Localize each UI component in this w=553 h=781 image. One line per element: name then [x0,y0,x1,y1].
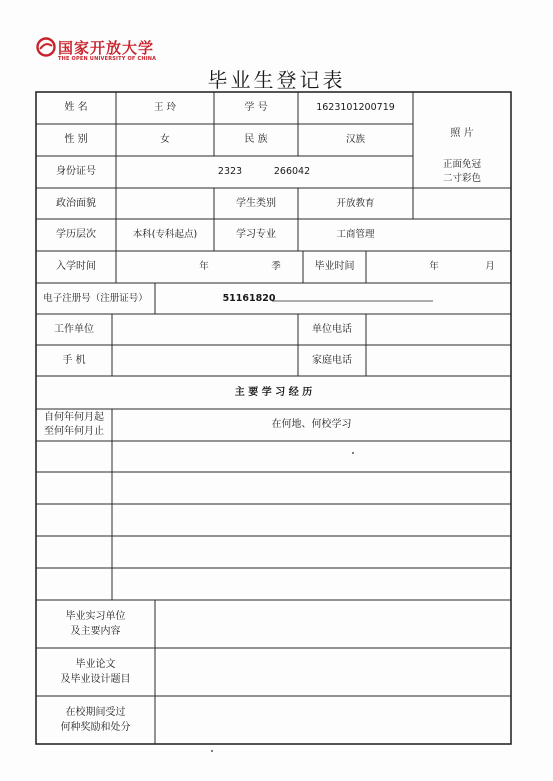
logo-name-cn: 国家开放大学 [58,39,155,57]
home-phone-label: 家庭电话 [312,354,352,366]
enroll-time-label: 入学时间 [56,261,96,272]
ethnicity-value[interactable]: 汉族 [345,134,365,145]
enroll-season-unit: 季 [271,261,281,272]
gender-label: 性 别 [64,134,88,145]
e-reg-label: 电子注册号（注册证号） [43,292,148,304]
awards-label-2: 何种奖励和处分 [60,722,131,733]
mobile-label: 手 机 [62,354,86,366]
student-id-label: 学 号 [244,102,268,113]
form-title: 毕业生登记表 [207,68,346,92]
name-value[interactable]: 王 玲 [153,102,177,113]
student-id-value[interactable]: 1623101200719 [316,102,395,113]
photo-note-1: 正面免冠 [442,159,481,170]
major-label: 学习专业 [236,229,276,240]
period-label-1: 自何年何月起 [44,412,104,423]
student-type-label: 学生类别 [236,197,276,209]
id-card-suffix[interactable]: 266042 [273,166,311,177]
scan-speck [352,452,354,454]
scan-speck [211,750,213,752]
photo-note-2: 二寸彩色 [442,173,481,184]
ethnicity-label: 民 族 [244,134,268,145]
internship-label-2: 及主要内容 [70,626,121,637]
unit-phone-label: 单位电话 [312,323,352,335]
study-history-heading: 主 要 学 习 经 历 [234,386,313,398]
thesis-label-1: 毕业论文 [75,659,116,670]
e-reg-value[interactable]: 51161820 [222,292,276,304]
education-level-label: 学历层次 [56,229,96,240]
photo-label: 照 片 [450,128,474,139]
education-level-value[interactable]: 本科(专科起点) [132,229,198,240]
id-card-label: 身份证号 [56,166,96,177]
awards-label-1: 在校期间受过 [65,707,126,718]
thesis-label-2: 及毕业设计题目 [60,674,131,685]
political-status-label: 政治面貌 [56,197,96,209]
graduate-time-label: 毕业时间 [314,261,355,272]
work-unit-label: 工作单位 [54,323,94,335]
id-card-prefix[interactable]: 2323 [217,166,243,177]
major-value[interactable]: 工商管理 [336,229,375,240]
gender-value[interactable]: 女 [160,134,170,145]
where-study-label: 在何地、何校学习 [271,419,352,430]
graduate-year-unit: 年 [429,261,439,272]
name-label: 姓 名 [64,102,88,113]
graduate-month-unit: 月 [485,261,495,272]
enroll-year-unit: 年 [199,261,209,272]
period-label-2: 至何年何月止 [44,426,104,437]
internship-label-1: 毕业实习单位 [65,611,126,622]
logo-name-en: THE OPEN UNIVERSITY OF CHINA [58,56,157,62]
student-type-value[interactable]: 开放教育 [336,197,375,209]
